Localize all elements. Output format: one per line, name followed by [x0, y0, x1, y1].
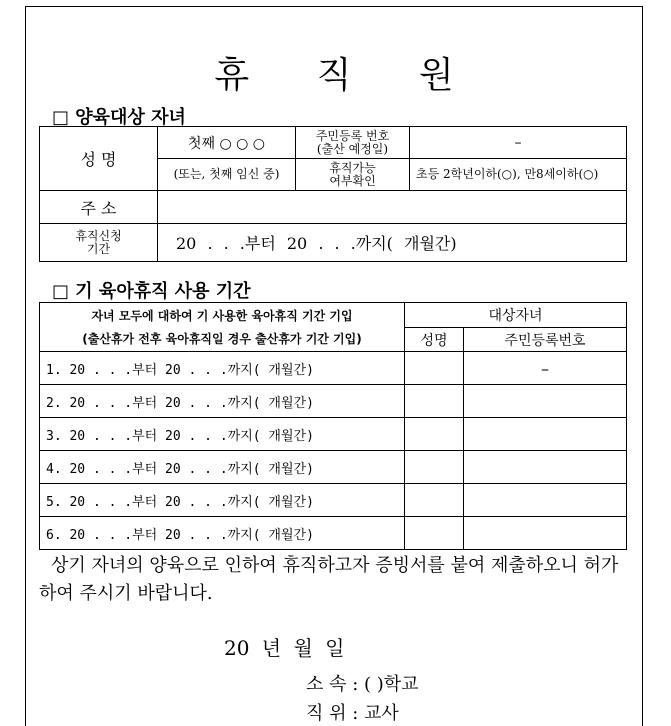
history-row-rrn[interactable] [464, 418, 627, 451]
address-label: 주 소 [40, 191, 158, 224]
child-info-table [39, 126, 627, 262]
history-row-name[interactable] [405, 517, 464, 550]
history-row-name[interactable] [405, 385, 464, 418]
history-row-name[interactable] [405, 451, 464, 484]
name-col-header: 성명 [405, 328, 464, 352]
history-row-name[interactable] [405, 352, 464, 385]
eligibility-value: 초등 2학년이하(○), 만8세이하(○) [410, 159, 627, 191]
history-row-period[interactable]: 1. 20 . . .부터 20 . . .까지( 개월간) [40, 352, 405, 385]
period-label: 휴직신청 기간 [40, 224, 158, 262]
history-row-period[interactable]: 3. 20 . . .부터 20 . . .까지( 개월간) [40, 418, 405, 451]
history-row-rrn[interactable]: – [464, 352, 627, 385]
position-line[interactable]: 직 위 : 교사 [306, 703, 399, 724]
section-history-heading: □ 기 육아휴직 사용 기간 [52, 281, 251, 302]
history-row-rrn[interactable] [464, 517, 627, 550]
section-child-heading: □ 양육대상 자녀 [52, 107, 186, 128]
leave-application-form [25, 6, 643, 726]
history-row-period[interactable]: 5. 20 . . .부터 20 . . .까지( 개월간) [40, 484, 405, 517]
rrn-label: 주민등록 번호 (출산 예정일) [296, 127, 410, 159]
history-row-rrn[interactable] [464, 484, 627, 517]
rrn-value[interactable]: – [410, 127, 627, 159]
history-row-period[interactable]: 2. 20 . . .부터 20 . . .까지( 개월간) [40, 385, 405, 418]
child-note: (또는, 첫째 임신 중) [158, 159, 296, 191]
date-line[interactable]: 20 년 월 일 [224, 636, 345, 660]
history-row-rrn[interactable] [464, 451, 627, 484]
history-row-name[interactable] [405, 418, 464, 451]
period-value[interactable]: 20 . . .부터 20 . . .까지( 개월간) [158, 224, 627, 262]
leave-history-table [39, 302, 627, 550]
eligibility-label: 휴직가능 여부확인 [296, 159, 410, 191]
address-value[interactable] [158, 191, 627, 224]
target-child-header: 대상자녀 [405, 303, 627, 328]
rrn-col-header: 주민등록번호 [464, 328, 627, 352]
name-label: 성 명 [40, 127, 158, 191]
history-row-name[interactable] [405, 484, 464, 517]
history-header: 자녀 모두에 대하여 기 사용한 육아휴직 기간 기입 (출산휴가 전후 육아휴직일 경우 출산휴가 기간 기입) [40, 303, 405, 352]
request-paragraph: 상기 자녀의 양육으로 인하여 휴직하고자 증빙서를 붙여 제출하오니 허가하여 주시기 바랍니다. [39, 555, 619, 604]
child-name: 첫째 ○ ○ ○ [158, 127, 296, 159]
history-row-rrn[interactable] [464, 385, 627, 418]
form-title: 휴 직 원 [214, 55, 482, 96]
affiliation-line[interactable]: 소 속 : ( )학교 [306, 674, 419, 695]
history-row-period[interactable]: 4. 20 . . .부터 20 . . .까지( 개월간) [40, 451, 405, 484]
history-row-period[interactable]: 6. 20 . . .부터 20 . . .까지( 개월간) [40, 517, 405, 550]
